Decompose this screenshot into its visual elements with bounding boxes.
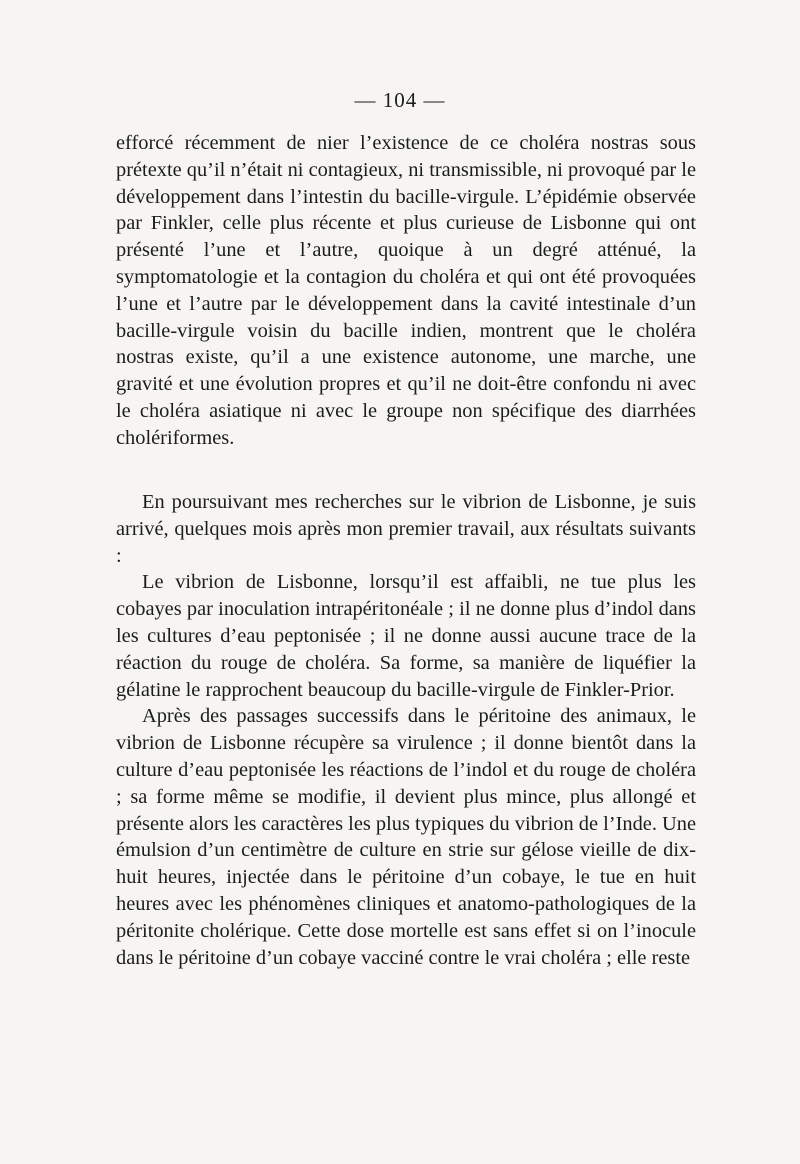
text-block-top: [116, 130, 696, 452]
paragraph: Après des passages successifs dans le péritoine des animaux, le vibrion de Lisbonne récupère sa virulence ; il donne bientôt dans la culture d’eau peptonisée les réactions de l’indol et du rouge de choléra ; sa forme même se modifie, il devient plus mince, plus allongé et présente alors les caractères les plus typiques du vibrion de l’Inde. Une émulsion d’un centimètre de culture en strie sur gélose vieille de dix-huit heures, injectée dans le péritoine d’un cobaye, le tue en huit heures avec les phénomènes cliniques et anatomo-pathologiques de la péritonite cholérique. Cette dose mortelle est sans effet si on l’inocule dans le péritoine d’un cobaye vacciné contre le vrai choléra ; elle reste: [116, 705, 696, 969]
paragraph: En poursuivant mes recherches sur le vibrion de Lisbonne, je suis arrivé, quelques mois après mon premier travail, aux résultats suivants :: [116, 491, 696, 567]
paragraph: Le vibrion de Lisbonne, lorsqu’il est affaibli, ne tue plus les cobayes par inoculation intrapéritonéale ; il ne donne plus d’indol dans les cultures d’eau peptonisée ; il ne donne aussi aucune trace de la réaction du rouge de choléra. Sa forme, sa manière de liquéfier la gélatine le rapprochent beaucoup du bacille-virgule de Finkler-Prior.: [116, 571, 696, 701]
text-block-bottom: [116, 489, 696, 971]
page-number: — 104 —: [354, 88, 446, 112]
paragraph-continuation: efforcé récemment de nier l’existence de ce choléra nostras sous prétexte qu’il n’était ni contagieux, ni transmissible, ni provoqué par le développement dans l’intestin du bacille-virgule. L’épidémie observée par Finkler, celle plus récente et plus curieuse de Lisbonne qui ont présenté l’une et l’autre, quoique à un degré atténué, la symptomatologie et la contagion du choléra et qui ont été provoquées l’une et l’autre par le développement dans la cavité intestinale d’un bacille-virgule voisin du bacille indien, montrent que le choléra nostras existe, qu’il a une existence autonome, une marche, une gravité et une évolution propres et qu’il ne doit-être confondu ni avec le choléra asiatique ni avec le groupe non spécifique des diarrhées cholériformes.: [116, 132, 696, 449]
